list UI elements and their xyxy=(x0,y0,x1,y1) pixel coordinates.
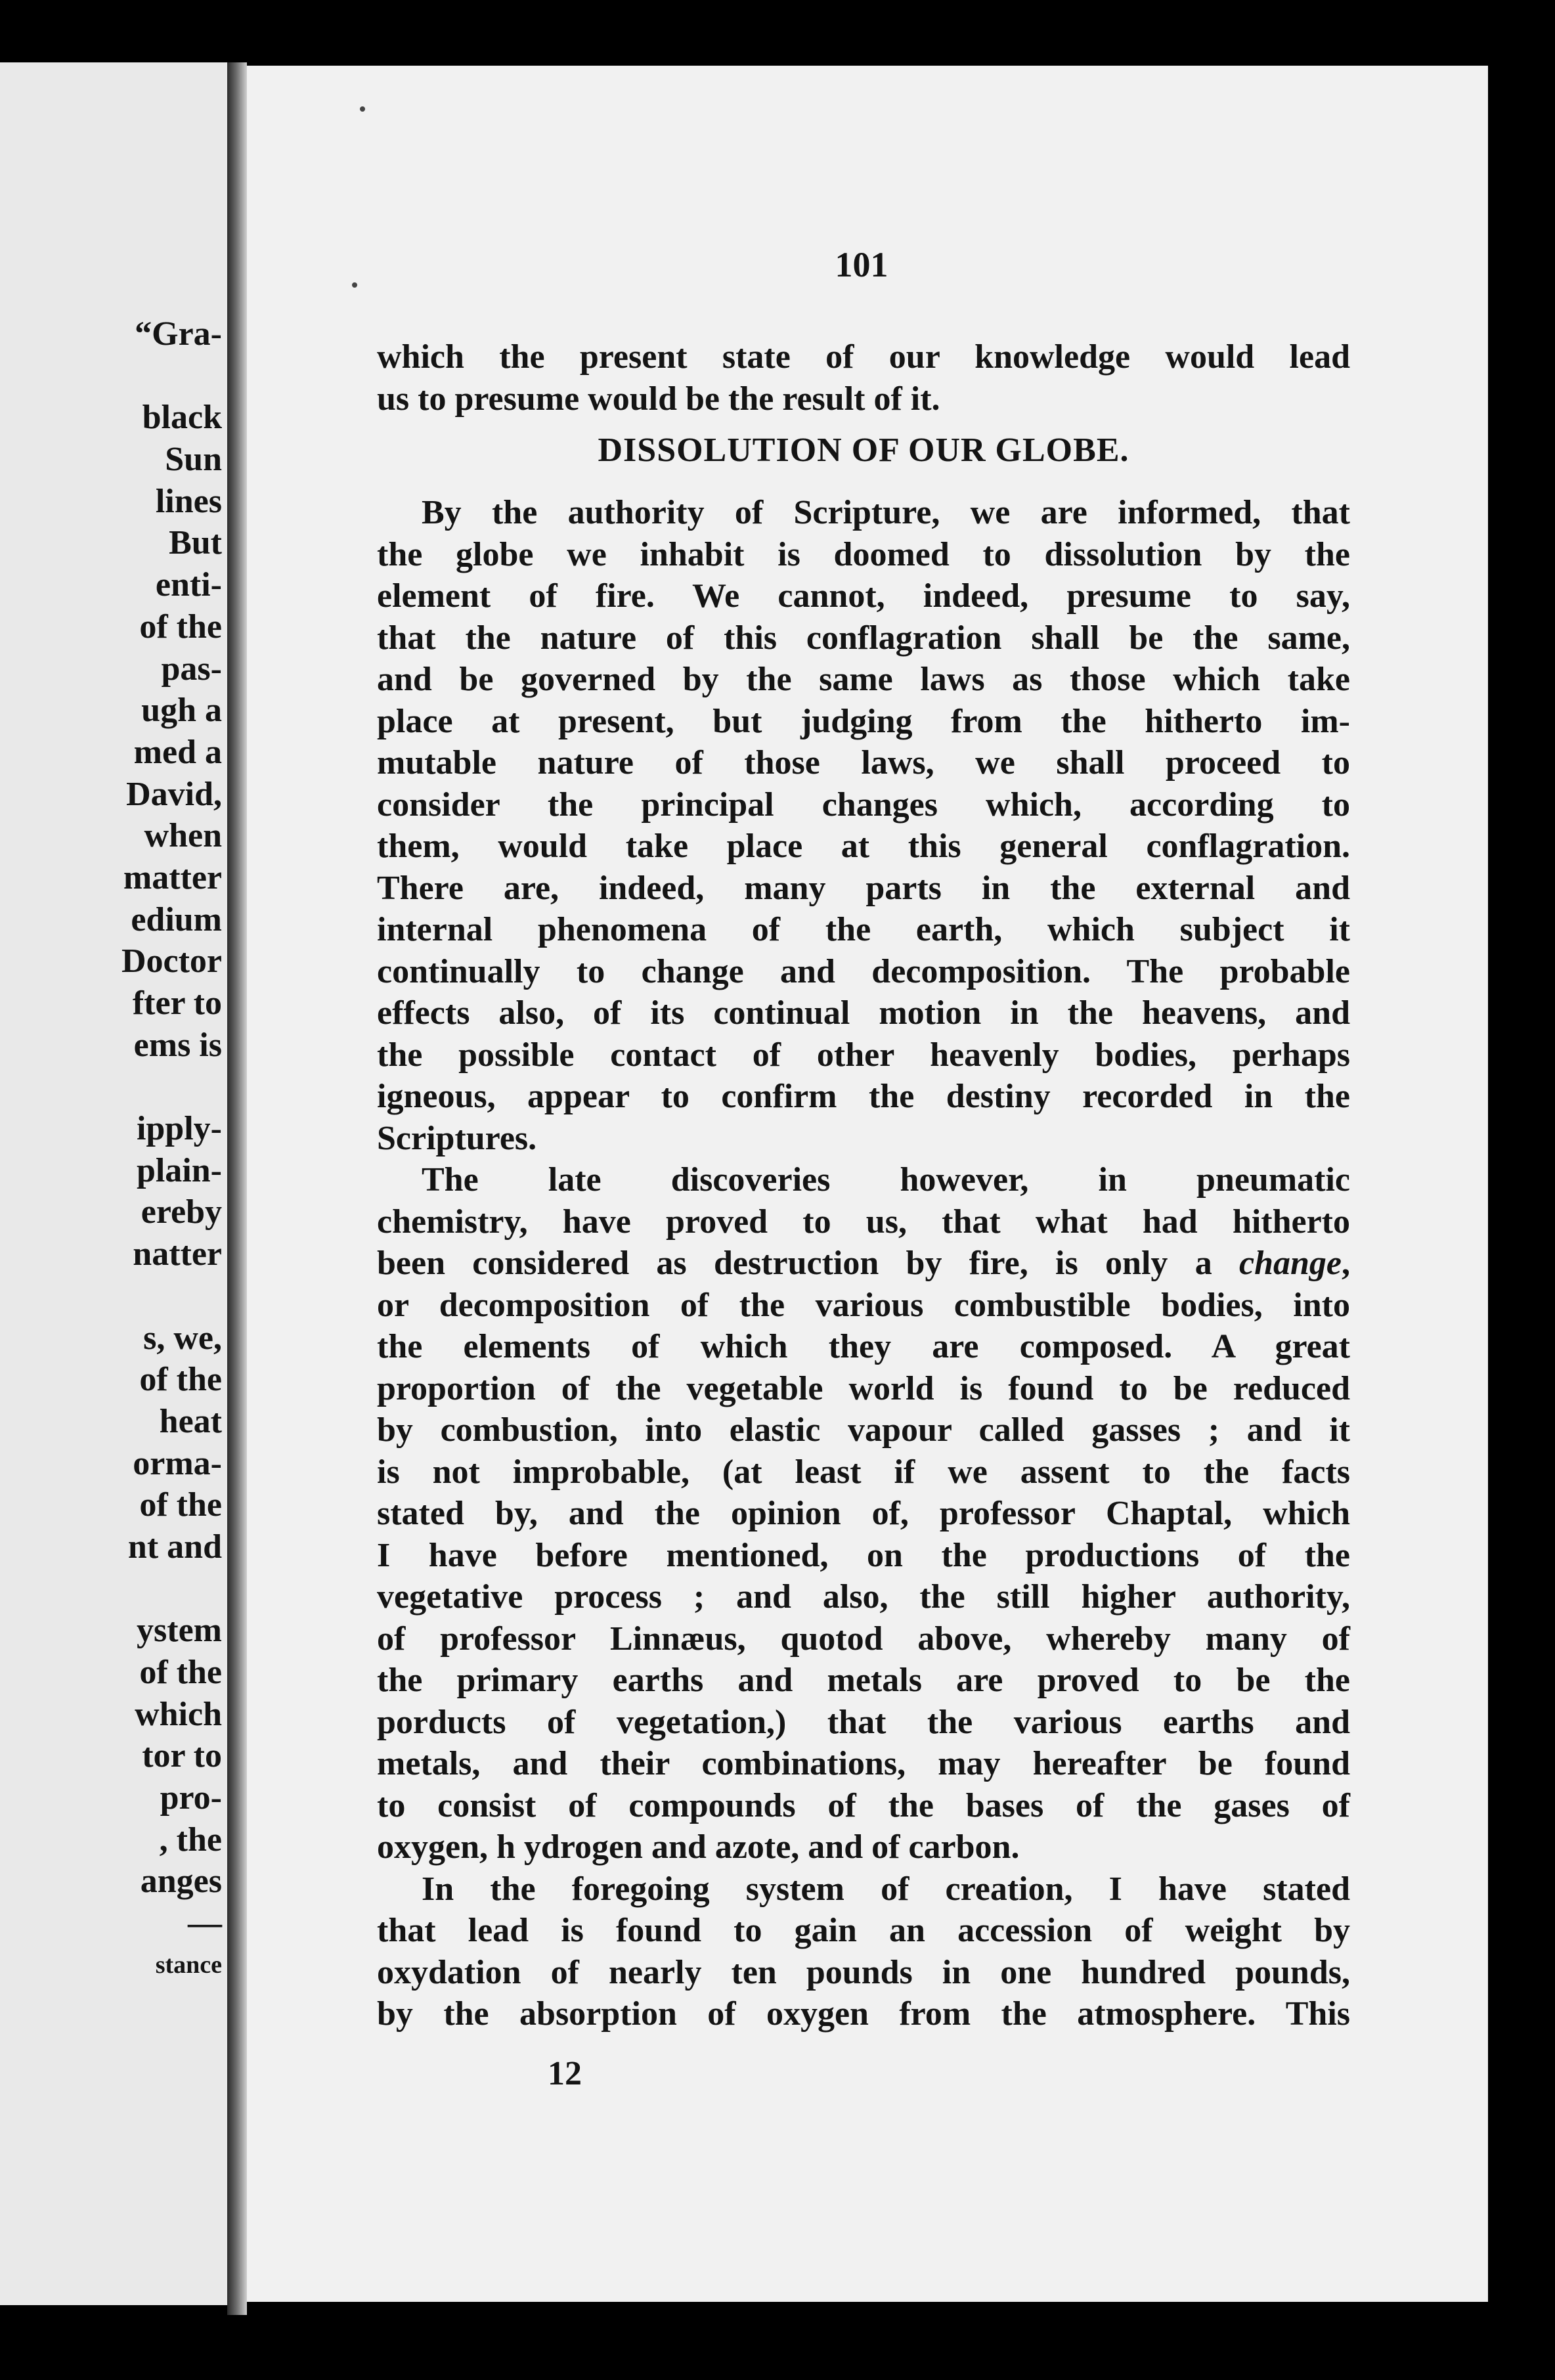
left-text-fragment: ems is xyxy=(133,1026,222,1064)
text-line: The late discoveries however, in pneumatic xyxy=(422,1161,1350,1199)
left-text-fragment: of the xyxy=(139,1361,222,1399)
left-text-fragment: of the xyxy=(139,607,222,646)
text-line: to consist of compounds of the bases of the gases of xyxy=(377,1786,1350,1824)
text-line: continually to change and decomposition. The probable xyxy=(377,952,1350,990)
left-text-fragment xyxy=(121,1568,222,1610)
left-text-fragment: s, we, xyxy=(143,1319,222,1357)
left-text-fragment xyxy=(121,1275,222,1317)
section-heading: DISSOLUTION OF OUR GLOBE. xyxy=(598,431,1129,469)
text-line: consider the principal changes which, according to xyxy=(377,785,1350,824)
text-line: the globe we inhabit is doomed to dissolution by the xyxy=(377,535,1350,573)
text-line: By the authority of Scripture, we are informed, that xyxy=(422,494,1350,531)
left-text-fragment xyxy=(121,355,222,397)
text-line: element of fire. We cannot, indeed, presume to say, xyxy=(377,577,1350,615)
text-line: place at present, but judging from the hitherto im- xyxy=(377,702,1350,740)
left-text-fragment: tor to xyxy=(142,1737,222,1775)
left-text-fragment: pas- xyxy=(161,650,222,688)
left-text-fragment: stance xyxy=(155,1950,222,1979)
paper-speck xyxy=(360,106,365,112)
text-line: the primary earths and metals are proved to be the xyxy=(377,1662,1350,1699)
text-line: us to presume would be the result of it. xyxy=(377,380,940,418)
text-line: proportion of the vegetable world is found to be reduced xyxy=(377,1369,1350,1407)
left-text-fragment: pro- xyxy=(160,1779,222,1817)
left-text-fragment: fter to xyxy=(132,984,222,1022)
text-line: Scriptures. xyxy=(377,1119,537,1157)
text-line: metals, and their combinations, may hereafter be found xyxy=(377,1745,1350,1782)
text-line: chemistry, have proved to us, that what had hitherto xyxy=(377,1202,1350,1241)
left-text-fragment: “Gra- xyxy=(135,315,222,353)
text-line: by combustion, into elastic vapour called gasses ; and it xyxy=(377,1411,1350,1449)
body-text xyxy=(377,336,1350,2035)
text-line: effects also, of its continual motion in the heavens, and xyxy=(377,994,1350,1032)
book-gutter xyxy=(227,62,247,2315)
paper-speck xyxy=(352,282,357,288)
text-line: oxydation of nearly ten pounds in one hundred pounds, xyxy=(377,1953,1350,1991)
text-line: igneous, appear to confirm the destiny recorded in the xyxy=(377,1078,1350,1115)
left-text-fragment: black xyxy=(142,399,222,437)
text-line: oxygen, h ydrogen and azote, and of carbon. xyxy=(377,1828,1020,1866)
left-text-fragment: edium xyxy=(131,900,222,938)
left-text-fragment: plain- xyxy=(136,1151,222,1189)
left-text-fragment: of the xyxy=(139,1486,222,1524)
text-line: internal phenomena of the earth, which subject it xyxy=(377,911,1350,948)
emphasis-text: change xyxy=(1239,1245,1342,1282)
left-text-fragment: enti- xyxy=(155,566,222,604)
signature-mark: 12 xyxy=(548,2055,582,2092)
left-page xyxy=(0,62,236,2305)
left-text-fragment: But xyxy=(169,524,222,562)
left-text-fragment: which xyxy=(135,1695,222,1733)
text-line: mutable nature of those laws, we shall proceed to xyxy=(377,744,1350,782)
left-text-fragment: anges xyxy=(140,1862,222,1901)
text-line: vegetative process ; and also, the still higher authority, xyxy=(377,1578,1350,1616)
left-text-fragment: ereby xyxy=(141,1193,222,1231)
left-text-fragment: David, xyxy=(126,775,222,813)
left-text-fragment: , the xyxy=(159,1820,222,1859)
text-line: that the nature of this conflagration shall be the same, xyxy=(377,619,1350,657)
text-line: of professor Linnæus, quotod above, whereby many of xyxy=(377,1620,1350,1658)
left-text-fragment xyxy=(121,1066,222,1108)
left-text-fragment: ugh a xyxy=(141,692,222,730)
left-text-fragment: Sun xyxy=(165,441,222,479)
left-text-fragment: — xyxy=(188,1905,222,1943)
text-line: I have before mentioned, on the productions of the xyxy=(377,1536,1350,1574)
left-text-fragment: ystem xyxy=(137,1612,222,1650)
text-line: that lead is found to gain an accession of weight by xyxy=(377,1912,1350,1949)
text-line: There are, indeed, many parts in the external and xyxy=(377,869,1350,907)
text-line: porducts of vegetation,) that the various earths and xyxy=(377,1703,1350,1741)
text-line: and be governed by the same laws as those which take xyxy=(377,661,1350,698)
left-text-fragment: of the xyxy=(139,1654,222,1691)
text-line: been considered as destruction by fire, is only a change, xyxy=(377,1245,1350,1282)
left-text-fragment: matter xyxy=(123,858,222,896)
text-line: In the foregoing system of creation, I have stated xyxy=(422,1870,1350,1908)
page-number: 101 xyxy=(835,245,888,284)
text-line: by the absorption of oxygen from the atmosphere. This xyxy=(377,1995,1350,2033)
text-line: or decomposition of the various combustible bodies, into xyxy=(377,1286,1350,1324)
left-text-fragment: Doctor xyxy=(121,942,222,981)
left-text-fragment: nt and xyxy=(127,1528,222,1566)
left-text-fragment: when xyxy=(144,817,222,855)
paragraph-1 xyxy=(377,492,1350,1159)
left-text-fragment: ipply- xyxy=(136,1110,222,1148)
intro-text xyxy=(377,336,1350,420)
left-text-fragment: med a xyxy=(133,733,222,771)
left-page-text xyxy=(121,313,222,1987)
left-text-fragment: orma- xyxy=(133,1444,222,1482)
text-line: stated by, and the opinion of, professor Chaptal, which xyxy=(377,1495,1350,1532)
text-line: the elements of which they are composed. A great xyxy=(377,1328,1350,1365)
text-line: is not improbable, (at least if we assent to the facts xyxy=(377,1453,1350,1491)
paragraph-3 xyxy=(377,1868,1350,2035)
left-text-fragment: heat xyxy=(159,1402,222,1440)
text-line: which the present state of our knowledge would lead xyxy=(377,338,1350,376)
text-line: them, would take place at this general conflagration. xyxy=(377,827,1350,865)
text-line: the possible contact of other heavenly bodies, perhaps xyxy=(377,1036,1350,1074)
left-text-fragment: natter xyxy=(133,1235,222,1273)
left-text-fragment: lines xyxy=(155,482,222,520)
paragraph-2 xyxy=(377,1159,1350,1868)
